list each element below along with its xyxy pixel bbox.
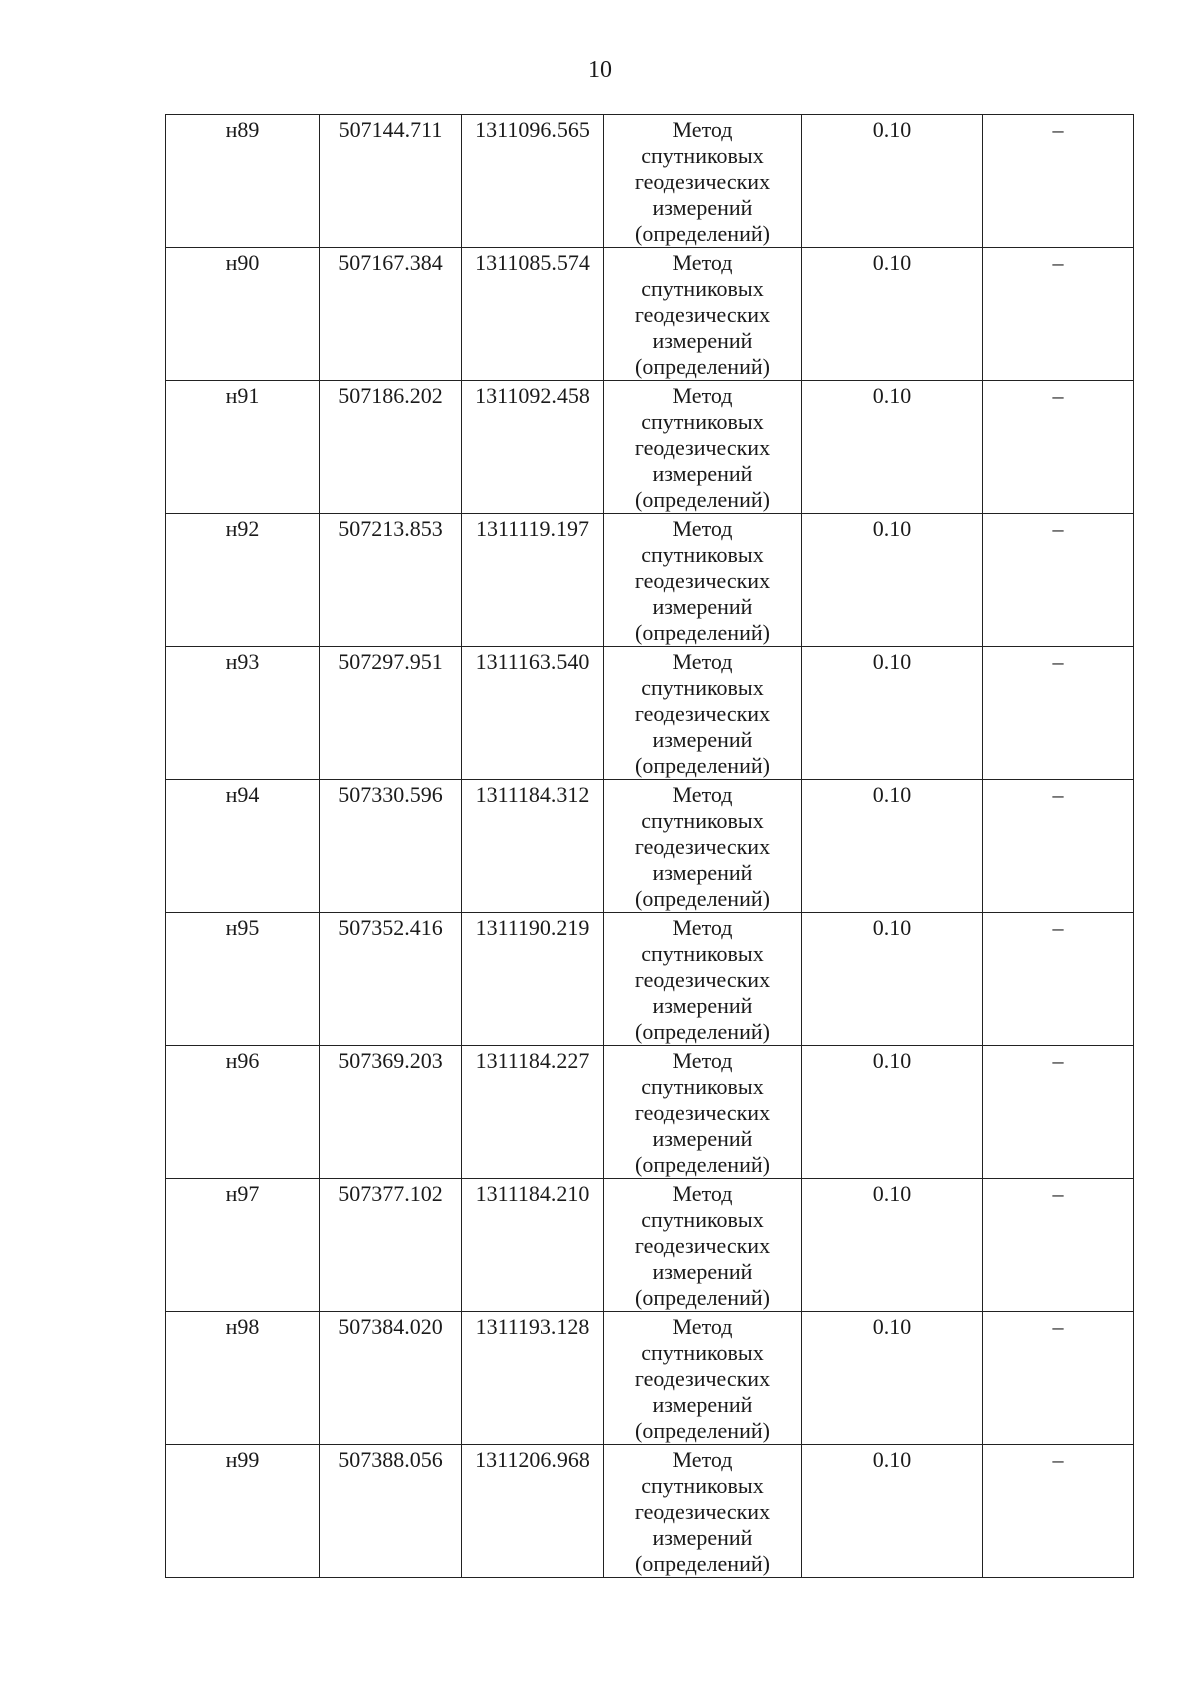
note-cell: – [983,514,1134,647]
method-line: геодезических [634,1499,771,1524]
point-cell: н91 [166,381,320,514]
table-row [166,248,1134,381]
point-cell: н92 [166,514,320,647]
y-coordinate-cell: 1311096.565 [462,115,604,248]
accuracy-cell: 0.10 [802,780,983,913]
x-coordinate-cell: 507297.951 [320,647,462,780]
x-coordinate-cell: 507377.102 [320,1179,462,1312]
table-row [166,1046,1134,1179]
x-coordinate-cell: 507186.202 [320,381,462,514]
method-line: (определений) [635,1285,770,1310]
method-line: спутниковых [641,808,764,833]
table-row [166,1179,1134,1312]
accuracy-cell: 0.10 [802,248,983,381]
coordinates-table [165,114,1134,1578]
method-line: спутниковых [641,542,764,567]
method-line: геодезических [634,302,771,327]
y-coordinate-cell: 1311184.227 [462,1046,604,1179]
accuracy-cell: 0.10 [802,1046,983,1179]
method-line: спутниковых [641,143,764,168]
table-row [166,514,1134,647]
y-coordinate-cell: 1311190.219 [462,913,604,1046]
method-line: Метод [672,383,733,408]
method-line: измерений [652,195,753,220]
accuracy-cell: 0.10 [802,115,983,248]
accuracy-cell: 0.10 [802,647,983,780]
method-line: Метод [672,516,733,541]
y-coordinate-cell: 1311184.312 [462,780,604,913]
note-cell: – [983,913,1134,1046]
y-coordinate-cell: 1311092.458 [462,381,604,514]
note-cell: – [983,381,1134,514]
method-line: Метод [672,782,733,807]
method-line: (определений) [635,487,770,512]
page-number: 10 [588,57,612,83]
method-line: Метод [672,117,733,142]
method-line: геодезических [634,1366,771,1391]
method-line: (определений) [635,1551,770,1576]
table-row [166,780,1134,913]
note-cell: – [983,1312,1134,1445]
method-line: Метод [672,1447,733,1472]
table-row [166,647,1134,780]
method-cell [604,647,802,780]
method-cell [604,514,802,647]
method-line: Метод [672,250,733,275]
method-line: геодезических [634,967,771,992]
method-cell [604,248,802,381]
table-row [166,913,1134,1046]
method-line: измерений [652,860,753,885]
method-line: (определений) [635,886,770,911]
point-cell: н90 [166,248,320,381]
method-line: Метод [672,915,733,940]
method-line: (определений) [635,753,770,778]
point-cell: н96 [166,1046,320,1179]
method-line: (определений) [635,1152,770,1177]
method-cell [604,115,802,248]
method-line: измерений [652,727,753,752]
method-line: Метод [672,1314,733,1339]
accuracy-cell: 0.10 [802,1179,983,1312]
note-cell: – [983,1179,1134,1312]
method-line: измерений [652,461,753,486]
point-cell: н98 [166,1312,320,1445]
y-coordinate-cell: 1311085.574 [462,248,604,381]
method-line: геодезических [634,169,771,194]
method-line: геодезических [634,1233,771,1258]
method-line: спутниковых [641,1074,764,1099]
method-cell [604,1312,802,1445]
method-line: геодезических [634,568,771,593]
note-cell: – [983,1445,1134,1578]
x-coordinate-cell: 507330.596 [320,780,462,913]
y-coordinate-cell: 1311184.210 [462,1179,604,1312]
x-coordinate-cell: 507388.056 [320,1445,462,1578]
method-line: геодезических [634,435,771,460]
method-line: спутниковых [641,409,764,434]
x-coordinate-cell: 507144.711 [320,115,462,248]
method-cell [604,913,802,1046]
note-cell: – [983,647,1134,780]
note-cell: – [983,248,1134,381]
method-line: измерений [652,1525,753,1550]
method-line: спутниковых [641,276,764,301]
point-cell: н93 [166,647,320,780]
method-line: спутниковых [641,675,764,700]
method-line: геодезических [634,834,771,859]
method-line: (определений) [635,620,770,645]
y-coordinate-cell: 1311163.540 [462,647,604,780]
method-cell [604,1445,802,1578]
method-line: (определений) [635,1019,770,1044]
note-cell: – [983,780,1134,913]
accuracy-cell: 0.10 [802,381,983,514]
accuracy-cell: 0.10 [802,1312,983,1445]
coordinates-table-body [166,115,1134,1578]
method-cell [604,1179,802,1312]
x-coordinate-cell: 507167.384 [320,248,462,381]
method-cell [604,381,802,514]
note-cell: – [983,115,1134,248]
y-coordinate-cell: 1311206.968 [462,1445,604,1578]
x-coordinate-cell: 507369.203 [320,1046,462,1179]
point-cell: н89 [166,115,320,248]
y-coordinate-cell: 1311119.197 [462,514,604,647]
x-coordinate-cell: 507384.020 [320,1312,462,1445]
y-coordinate-cell: 1311193.128 [462,1312,604,1445]
method-line: геодезических [634,701,771,726]
method-cell [604,780,802,913]
note-cell: – [983,1046,1134,1179]
point-cell: н94 [166,780,320,913]
accuracy-cell: 0.10 [802,913,983,1046]
method-cell [604,1046,802,1179]
method-line: измерений [652,328,753,353]
method-line: спутниковых [641,1473,764,1498]
method-line: Метод [672,1048,733,1073]
table-row [166,115,1134,248]
method-line: Метод [672,1181,733,1206]
x-coordinate-cell: 507213.853 [320,514,462,647]
method-line: измерений [652,993,753,1018]
method-line: спутниковых [641,1207,764,1232]
table-row [166,381,1134,514]
method-line: измерений [652,1259,753,1284]
x-coordinate-cell: 507352.416 [320,913,462,1046]
accuracy-cell: 0.10 [802,514,983,647]
method-line: (определений) [635,221,770,246]
method-line: спутниковых [641,1340,764,1365]
table-row [166,1312,1134,1445]
point-cell: н95 [166,913,320,1046]
method-line: (определений) [635,354,770,379]
method-line: измерений [652,1392,753,1417]
method-line: измерений [652,1126,753,1151]
method-line: (определений) [635,1418,770,1443]
method-line: Метод [672,649,733,674]
method-line: спутниковых [641,941,764,966]
method-line: геодезических [634,1100,771,1125]
point-cell: н97 [166,1179,320,1312]
table-row [166,1445,1134,1578]
accuracy-cell: 0.10 [802,1445,983,1578]
method-line: измерений [652,594,753,619]
point-cell: н99 [166,1445,320,1578]
